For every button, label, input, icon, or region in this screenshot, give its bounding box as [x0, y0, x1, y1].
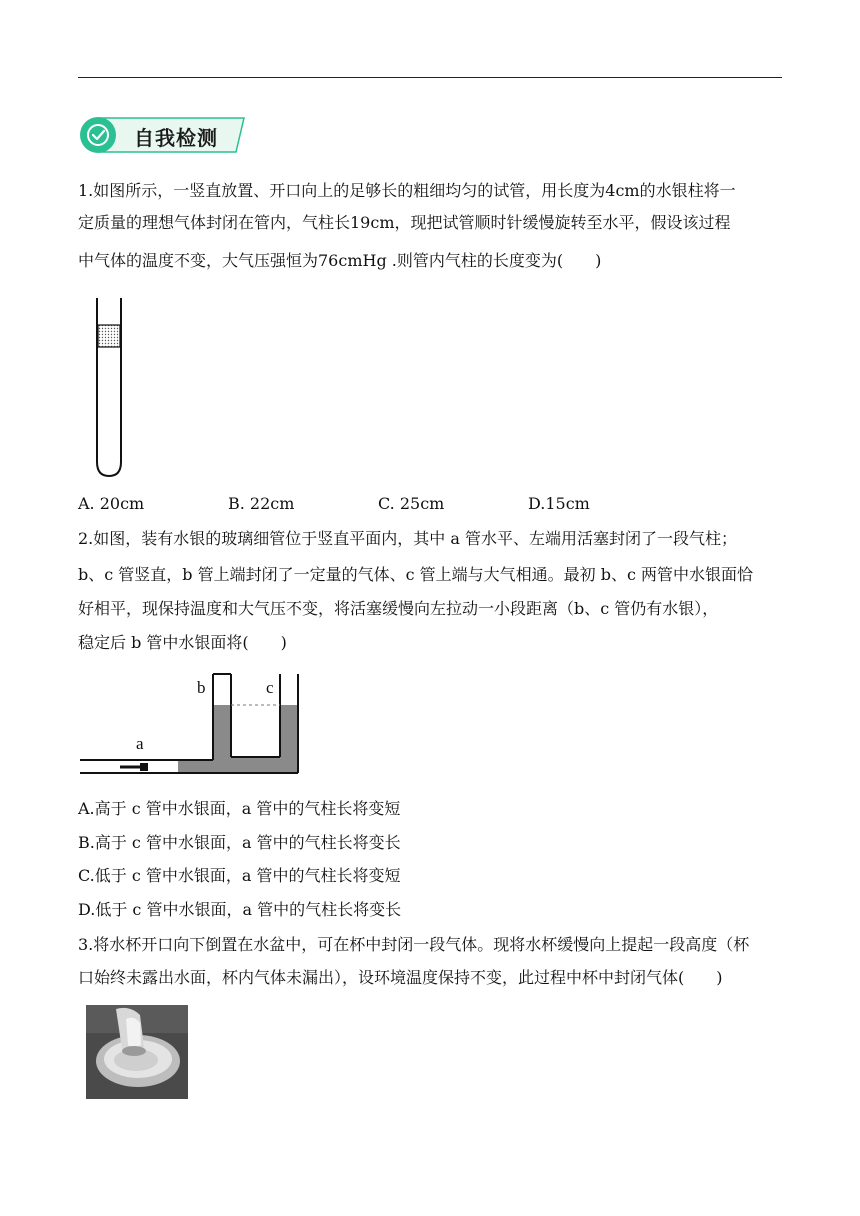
section-title: 自我检测 [134, 126, 218, 150]
q3-line-2: 口始终未露出水面，杯内气体未漏出），设环境温度保持不变，此过程中杯中封闭气体( ) [78, 968, 723, 987]
q2-option-a[interactable]: A.高于 c 管中水银面，a 管中的气柱长将变短 [78, 799, 401, 818]
label-c: c [266, 678, 274, 697]
q1-option-c[interactable]: C. 25cm [378, 494, 445, 513]
q1-line-2: 定质量的理想气体封闭在管内，气柱长19cm，现把试管顺时针缓慢旋转至水平，假设该过程 [78, 213, 731, 232]
q2-line-1: 2.如图，装有水银的玻璃细管位于竖直平面内，其中 a 管水平、左端用活塞封闭了一段气柱； [78, 529, 737, 548]
top-rule [78, 77, 782, 78]
section-badge [78, 112, 246, 158]
label-a: a [136, 734, 144, 753]
piston-head [140, 763, 148, 771]
q2-option-d[interactable]: D.低于 c 管中水银面，a 管中的气柱长将变长 [78, 900, 402, 919]
mercury-column [98, 325, 120, 347]
q1-line-3: 中气体的温度不变，大气压强恒为76cmHg .则管内气柱的长度变为( ) [78, 251, 602, 270]
q1-option-d[interactable]: D.15cm [528, 494, 590, 513]
q2-line-3: 好相平，现保持温度和大气压不变，将活塞缓慢向左拉动一小段距离（b、c 管仍有水银）， [78, 599, 719, 618]
q2-line-2: b、c 管竖直，b 管上端封闭了一定量的气体、c 管上端与大气相通。最初 b、c 两管中水银面恰 [78, 565, 754, 584]
q3-line-1: 3.将水杯开口向下倒置在水盆中，可在杯中封闭一段气体。现将水杯缓慢向上提起一段高度（杯 [78, 935, 750, 954]
q2-option-c[interactable]: C.低于 c 管中水银面，a 管中的气柱长将变短 [78, 866, 401, 885]
label-b: b [197, 678, 206, 697]
q2-option-b[interactable]: B.高于 c 管中水银面，a 管中的气柱长将变长 [78, 833, 401, 852]
u-tube-figure [78, 670, 308, 778]
q1-option-a[interactable]: A. 20cm [78, 494, 145, 513]
q1-option-b[interactable]: B. 22cm [228, 494, 295, 513]
test-tube-figure [86, 294, 136, 480]
q1-line-1: 1.如图所示，一竖直放置、开口向上的足够长的粗细均匀的试管，用长度为4cm的水银柱将一 [78, 181, 736, 200]
cup-in-basin-photo [86, 1005, 188, 1099]
q2-line-4: 稳定后 b 管中水银面将( ) [78, 633, 287, 652]
